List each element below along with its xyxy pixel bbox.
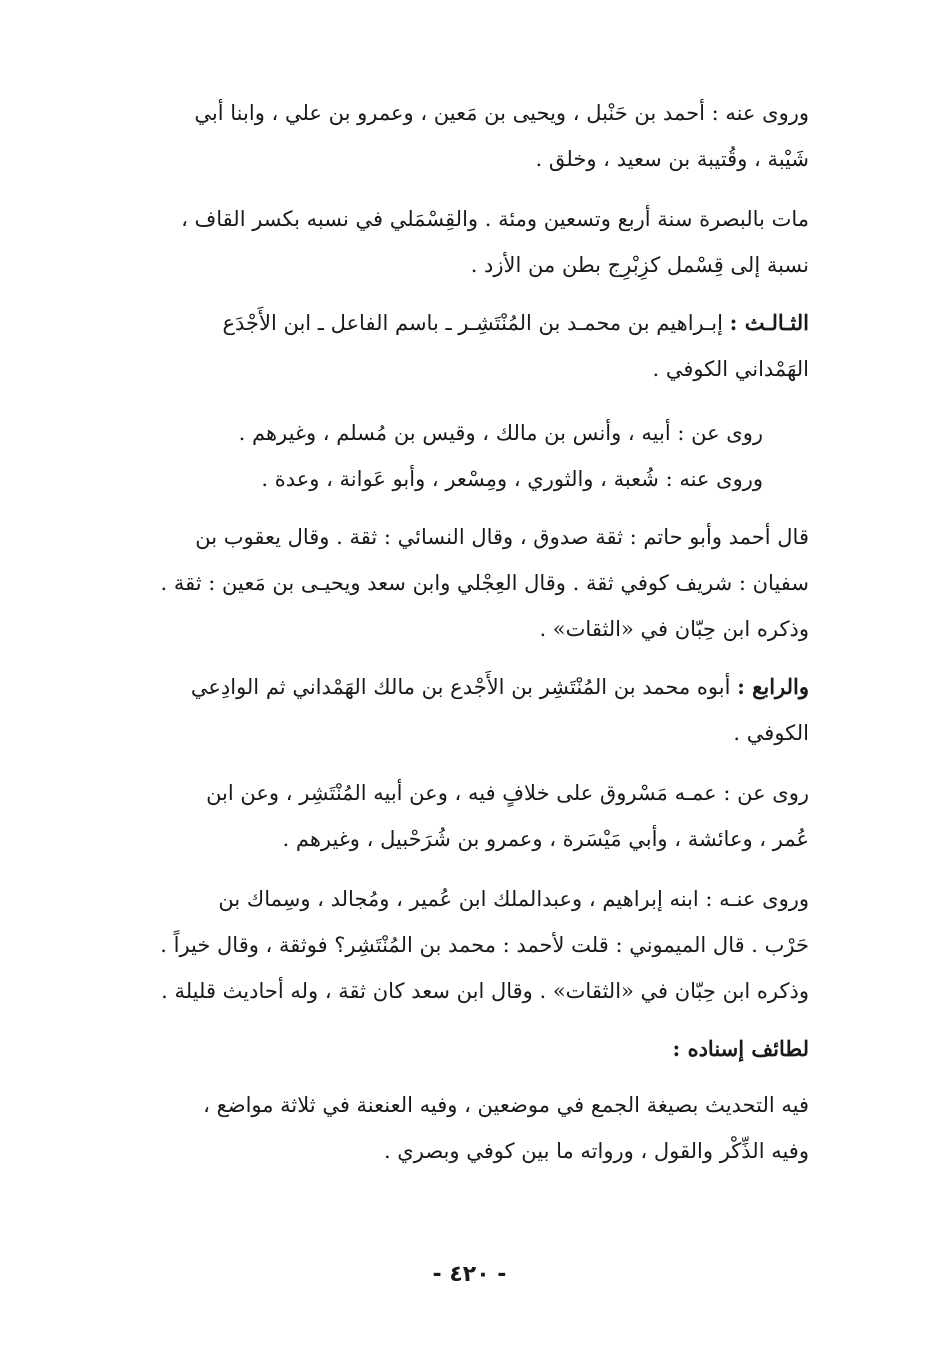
paragraph-line: وروى عنـه : ابنه إبراهيم ، وعبدالملك ابن عُمير ، ومُجالد ، وسِماك بن (218, 887, 809, 911)
paragraph-line: نسبة إلى قِسْمل كزِبْرِج بطن من الأزد . (470, 253, 809, 277)
paragraph-fourth-narrator (133, 664, 809, 756)
paragraph-line: وذكره ابن حِبّان في «الثقات» . وقال ابن سعد كان ثقة ، وله أحاديث قليلة . (161, 979, 809, 1003)
paragraph-line: عُمر ، وعائشة ، وأبي مَيْسَرة ، وعمرو بن شُرَحْبيل ، وغيرهم . (282, 827, 809, 851)
paragraph-line: روى عن : عمـه مَسْروق على خلافٍ فيه ، وعن أبيه المُنْتَشِر ، وعن ابن (206, 781, 809, 805)
paragraph-line-text: أبوه محمد بن المُنْتَشِر بن الأَجْدع بن مالك الهَمْداني ثم الوادِعي (190, 675, 738, 699)
paragraph-line: روى عن : أبيه ، وأنس بن مالك ، وقيس بن مُسلم ، وغيرهم . (238, 421, 763, 445)
paragraph-line: الهَمْداني الكوفي . (652, 357, 809, 381)
paragraph-third-grading (133, 514, 809, 652)
page-number: - ٤٢٠ - (432, 1262, 507, 1287)
paragraph-line: شَيْبة ، وقُتيبة بن سعيد ، وخلق . (535, 147, 809, 171)
paragraph-death-and-lineage (133, 196, 809, 288)
paragraph-line: الكوفي . (733, 721, 809, 745)
paragraph-line (133, 664, 809, 710)
paragraph-line: مات بالبصرة سنة أربع وتسعين ومئة . والقِسْمَلي في نسبه بكسر القاف ، (181, 207, 809, 231)
paragraph-line: قال أحمد وأبو حاتم : ثقة صدوق ، وقال النسائي : ثقة . وقال يعقوب بن (195, 525, 809, 549)
paragraph-third-narrations (177, 410, 763, 502)
paragraph-fourth-narrations-from (133, 770, 809, 862)
section-heading: لطائف إسناده : (672, 1036, 809, 1061)
paragraph-lead-term: والرابع : (737, 674, 809, 699)
paragraph-fourth-narrations-to (133, 876, 809, 1014)
paragraph-line (133, 300, 809, 346)
paragraph-line: وذكره ابن حِبّان في «الثقات» . (539, 617, 809, 641)
paragraph-narrators-from-him (133, 90, 809, 182)
paragraph-line: حَرْب . قال الميموني : قلت لأحمد : محمد بن المُنْتَشِر؟ فوثقة ، وقال خيراً . (160, 933, 809, 957)
paragraph-line: وروى عنه : أحمد بن حَنْبل ، ويحيى بن مَعين ، وعمرو بن علي ، وابنا أبي (194, 101, 809, 125)
paragraph-line: وفيه الذِّكْر والقول ، ورواته ما بين كوفي وبصري . (383, 1139, 809, 1163)
paragraph-lead-term: الثـالـث : (729, 310, 809, 335)
paragraph-line: سفيان : شريف كوفي ثقة . وقال العِجْلي وابن سعد ويحيـى بن مَعين : ثقة . (160, 571, 809, 595)
paragraph-third-narrator (133, 300, 809, 392)
paragraph-line: فيه التحديث بصيغة الجمع في موضعين ، وفيه العنعنة في ثلاثة مواضع ، (203, 1093, 809, 1117)
paragraph-line-text: إبـراهيم بن محمـد بن المُنْتَشِـر ـ باسم الفاعل ـ ابن الأَجْدَع (222, 311, 730, 335)
paragraph-line: وروى عنه : شُعبة ، والثوري ، ومِسْعر ، وأبو عَوانة ، وعدة . (261, 467, 763, 491)
paragraph-chain-features (133, 1082, 809, 1174)
